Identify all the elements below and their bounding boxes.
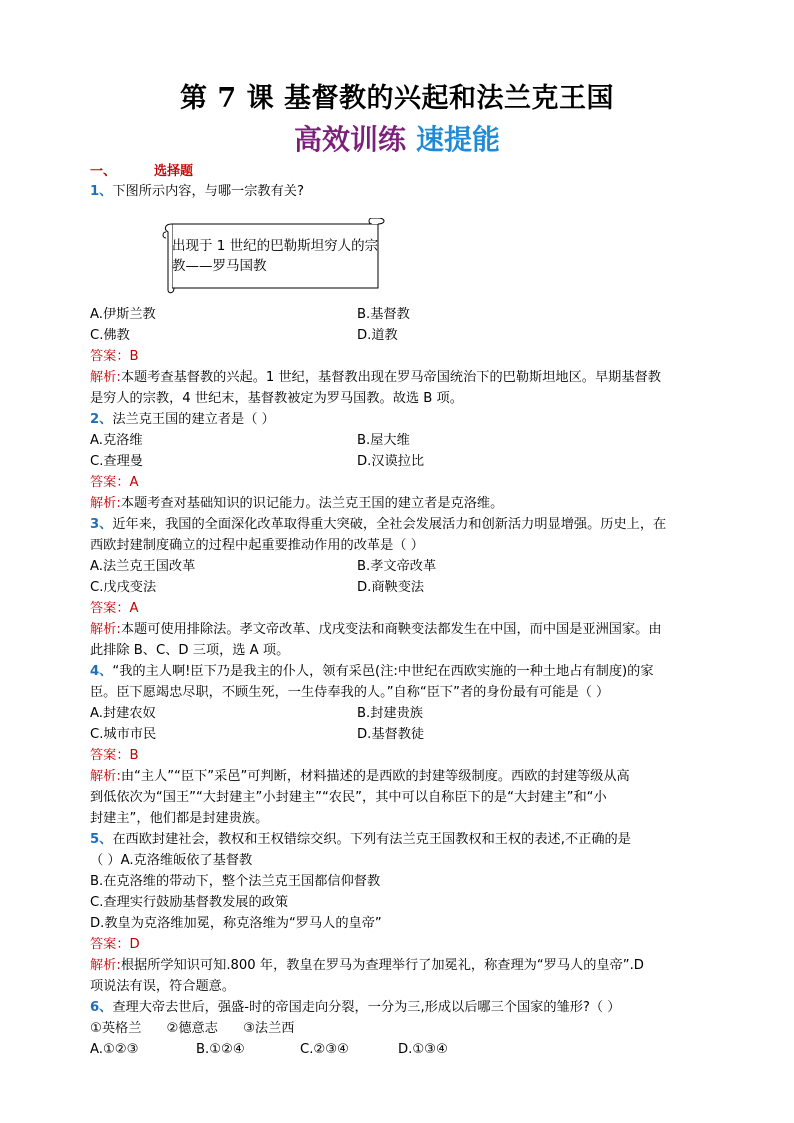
q1-explanation-text-1: 本题考查基督教的兴起。1 世纪，基督教出现在罗马帝国统治下的巴勒斯坦地区。早期基督教: [120, 370, 661, 385]
q4-explanation-line-1: [90, 768, 630, 786]
question-6-stem: [90, 999, 620, 1017]
section-number: 一、: [90, 164, 117, 179]
q5-answer: 答案：D: [90, 937, 140, 952]
lesson-subtitle: [0, 118, 794, 158]
question-4-stem-line-2: 臣。臣下愿竭忠尽职，不顾生死，一生侍奉我的人。”自称“臣下”者的身份最有可能是（ ）: [90, 685, 610, 700]
section-heading: [90, 160, 193, 179]
question-2-text: 法兰克王国的建立者是（ ）: [112, 412, 275, 427]
question-4-text-1: “我的主人啊!臣下乃是我主的仆人，领有采邑(注:中世纪在西欧实施的一种土地占有制度)的家: [112, 664, 654, 679]
q3-explanation-text-1: 本题可使用排除法。孝文帝改革、戊戌变法和商鞅变法都发生在中国，而中国是亚洲国家。由: [120, 622, 662, 637]
subtitle-training: 高效训练: [293, 123, 406, 156]
q4-explanation-label: 解析:: [90, 769, 121, 784]
q1-explanation-label: 解析:: [90, 370, 121, 385]
lesson-title: 第 7 课 基督教的兴起和法兰克王国: [180, 83, 614, 114]
q4-option-b[interactable]: B.封建贵族: [357, 706, 423, 721]
q3-explanation-line-2: 此排除 B、C、D 三项，选 A 项。: [90, 643, 290, 658]
q1-option-a[interactable]: A.伊斯兰教: [90, 307, 156, 322]
subtitle-skill: 速提能: [416, 123, 501, 156]
question-5-stem-line-1: [90, 831, 631, 849]
q2-option-b[interactable]: B.屋大维: [357, 433, 410, 448]
q2-explanation-text: 本题考查对基础知识的识记能力。法兰克王国的建立者是克洛维。: [120, 496, 504, 511]
q1-answer: 答案：B: [90, 349, 139, 364]
question-3-stem-line-1: [90, 516, 666, 534]
q4-option-a[interactable]: A.封建农奴: [90, 706, 156, 721]
scroll-text: 出现于 1 世纪的巴勒斯坦穷人的宗教——罗马国教: [172, 238, 379, 274]
q3-option-c[interactable]: C.戊戌变法: [90, 580, 157, 595]
q2-option-d[interactable]: D.汉谟拉比: [357, 454, 425, 469]
q1-option-b[interactable]: B.基督教: [357, 307, 410, 322]
q5-option-d[interactable]: D.教皇为克洛维加冕，称克洛维为“罗马人的皇帝”: [90, 916, 382, 931]
q1-option-d[interactable]: D.道教: [357, 328, 398, 343]
q6-option-a[interactable]: A.①②③: [90, 1042, 139, 1057]
q6-items: ①英格兰 ②德意志 ③法兰西: [90, 1021, 295, 1036]
question-1-number: 1、: [90, 184, 113, 199]
q4-option-c[interactable]: C.城市市民: [90, 727, 157, 742]
section-label: 选择题: [154, 164, 194, 179]
q2-answer: 答案：A: [90, 475, 139, 490]
q5-option-b[interactable]: B.在克洛维的带动下，整个法兰克王国都信仰督教: [90, 874, 381, 889]
q4-explanation-line-3: 封建主”，他们都是封建贵族。: [90, 811, 269, 826]
q3-option-d[interactable]: D.商鞅变法: [357, 580, 425, 595]
q4-explanation-line-2: 到低依次为“国王”“大封建主”小封建主”“农民”，其中可以自称臣下的是“大封建主”和“小: [90, 790, 607, 805]
q5-explanation-line-2: 项说法有误，符合题意。: [90, 979, 236, 994]
q2-explanation-label: 解析:: [90, 496, 121, 511]
q3-option-b[interactable]: B.孝文帝改革: [357, 559, 437, 574]
question-6-number: 6、: [90, 1000, 113, 1015]
q1-explanation-line-2: 是穷人的宗教，4 世纪末，基督教被定为罗马国教。故选 B 项。: [90, 391, 463, 406]
question-5-text-1: 在西欧封建社会，教权和王权错综交织。下列有法兰克王国教权和王权的表述,不正确的是: [112, 832, 631, 847]
question-5-number: 5、: [90, 832, 113, 847]
question-3-number: 3、: [90, 517, 113, 532]
q2-explanation: [90, 495, 503, 513]
question-5-stem-line-2[interactable]: （ ）A.克洛维皈依了基督教: [90, 853, 253, 868]
q1-explanation-line-1: [90, 369, 661, 387]
q1-option-c[interactable]: C.佛教: [90, 328, 130, 343]
q4-explanation-text-1: 由“主人”“臣下”采邑”可判断，材料描述的是西欧的封建等级制度。西欧的封建等级从高: [120, 769, 630, 784]
q5-explanation-label: 解析:: [90, 958, 121, 973]
q4-answer: 答案：B: [90, 748, 139, 763]
q5-explanation-line-1: [90, 957, 644, 975]
q3-option-a[interactable]: A.法兰克王国改革: [90, 559, 196, 574]
question-4-number: 4、: [90, 664, 113, 679]
q3-explanation-line-1: [90, 621, 662, 639]
question-4-stem-line-1: [90, 663, 654, 681]
q5-explanation-text-1: 根据所学知识可知.800 年，教皇在罗马为查理举行了加冕礼，称查理为“罗马人的皇帝”.D: [120, 958, 644, 973]
question-1-stem: [90, 183, 304, 201]
q2-option-c[interactable]: C.查理曼: [90, 454, 143, 469]
question-2-number: 2、: [90, 412, 113, 427]
q3-answer: 答案：A: [90, 601, 139, 616]
q4-option-d[interactable]: D.基督教徒: [357, 727, 425, 742]
question-6-text: 查理大帝去世后，强盛-时的帝国走向分裂，一分为三,形成以后哪三个国家的雏形?（ ）: [112, 1000, 621, 1015]
q3-explanation-label: 解析:: [90, 622, 121, 637]
q5-option-c[interactable]: C.查理实行鼓励基督教发展的政策: [90, 895, 289, 910]
question-1-text: 下图所示内容，与哪一宗教有关?: [112, 184, 304, 199]
q6-option-d[interactable]: D.①③④: [398, 1042, 448, 1057]
q6-option-c[interactable]: C.②③④: [300, 1042, 349, 1057]
question-2-stem: [90, 411, 275, 429]
q2-option-a[interactable]: A.克洛维: [90, 433, 143, 448]
question-3-stem-line-2: 西欧封建制度确立的过程中起重要推动作用的改革是（ ）: [90, 538, 424, 553]
question-3-text-1: 近年来，我国的全面深化改革取得重大突破，全社会发展活力和创新活力明显增强。历史上，在: [112, 517, 667, 532]
q6-option-b[interactable]: B.①②④: [196, 1042, 245, 1057]
